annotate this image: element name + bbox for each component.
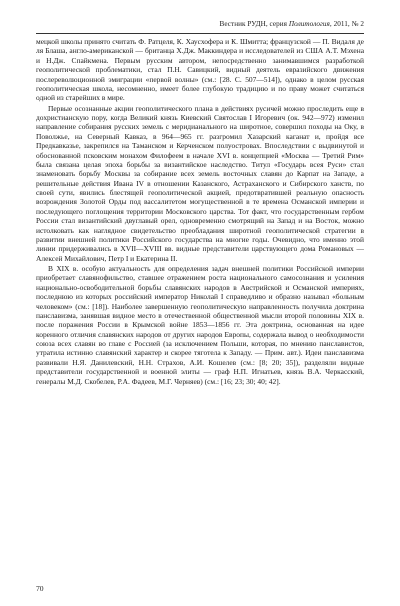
body-text [36,37,364,386]
paragraph-2: Первые осознанные акции геополитического плана в действиях русичей можно проследить еще в дохристианскую пору, когда Великий князь Киевский Святослав I Игоревич (ок. 942—972) изменил направление собирания русских земель с меридианального на широтное, совершил походы на Оку, в Поволжье, на Северный Кавказ, в 964—965 гг. разгромил Хазарский каганат и, пройдя все Предкавказье, закрепился на Таманском и Керченском полуостровах. Впоследствии с выдвинутой и обоснованной псковским монахом Филофеем в начале XVI в. концепцией «Москва — Третий Рим» была связана целая эпоха борьбы за византийское наследство. Титул «Государь всея Руси» стал знаменовать борьбу Москвы за собирание всех земель восточных славян до Карпат на Западе, а решительные действия Ивана IV в отношении Казанского, Астраханского и Сибирского ханств, по своей сути, явились блестящей геополитической акцией, предотвратившей реальную опасность возрождения Золотой Орды под вассалитетом могущественной в те времена Османской империи и последующего поглощения территории Московского царства. Тот факт, что государственным гербом России стал византийский двуглавый орел, одновременно смотрящий на Запад и на Восток, можно истолковать как наглядное свидетельство преобладания широтной геополитической стратегии в развитии внешней политики Российского государства на многие годы. Очевидно, что именно этой линии придерживались в XVII—XVIII вв. видные представители царствующего дома Романовых — Алексей Михайлович, Петр I и Екатерина II. [36,103,364,263]
journal-series: Политология [288,20,330,28]
header-rule [36,33,364,34]
paragraph-3: В XIX в. особую актуальность для определения задач внешней политики Российской империи приобретает славянофильство, ставшее отражением роста национального самосознания и усиления национально-освободительной борьбы славянских народов в Австрийской и Османской империях, последнюю из которых российский император Николай I справедливо и образно называл «больным человеком» (см.: [18]). Наиболее завершенную геополитическую направленность получила доктрина панславизма, занявшая видное место в отечественной общественной мысли второй половины XIX в. после поражения России в Крымской войне 1853—1856 гг. Эта доктрина, основанная на идее коренного отличия славянских народов от других народов Европы, содержала вывод о необходимости союза всех славян во главе с Россией (за исключением Польши, которая, по мнению панславистов, утратила истинно славянский характер и скорее тяготела к Западу. — Прим. авт.). Идеи панславизма развивали Н.Я. Данилевский, Н.Н. Страхов, А.И. Кошелев (см.: [8; 20; 35]), разделяли видные представители государственной и военной элиты — граф Н.П. Игнатьев, князь В.А. Черкасский, генералы М.Д. Скобелев, Р.А. Фадеев, М.Г. Черняев) (см.: [16; 23; 30; 40; 42]. [36,264,364,386]
journal-issue: , 2011, № 2 [329,20,364,28]
running-header [36,20,364,28]
paragraph-1: мецкой школы принято считать Ф. Ратцеля, К. Хаусхофера и К. Шмитта; французской — П. Видаля де ля Блаша, англо-американской — британца Х.Дж. Маккиндера и исследователей из США А.Т. Мэхена и Н.Дж. Спайкмена. Первым русским автором, непосредственно занимавшимся разработкой геополитической проблематики, стал П.Н. Савицкий, видный деятель евразийского движения послереволюционной эмиграции «первой волны» (см.: [28. С. 507—514]), однако в целом русская геополитическая школа, несомненно, имеет более глубокую традицию и по праву может считаться одной из старейших в мире. [36,37,364,103]
journal-name: Вестник РУДН, серия [219,20,289,28]
page-number: 70 [36,584,44,593]
